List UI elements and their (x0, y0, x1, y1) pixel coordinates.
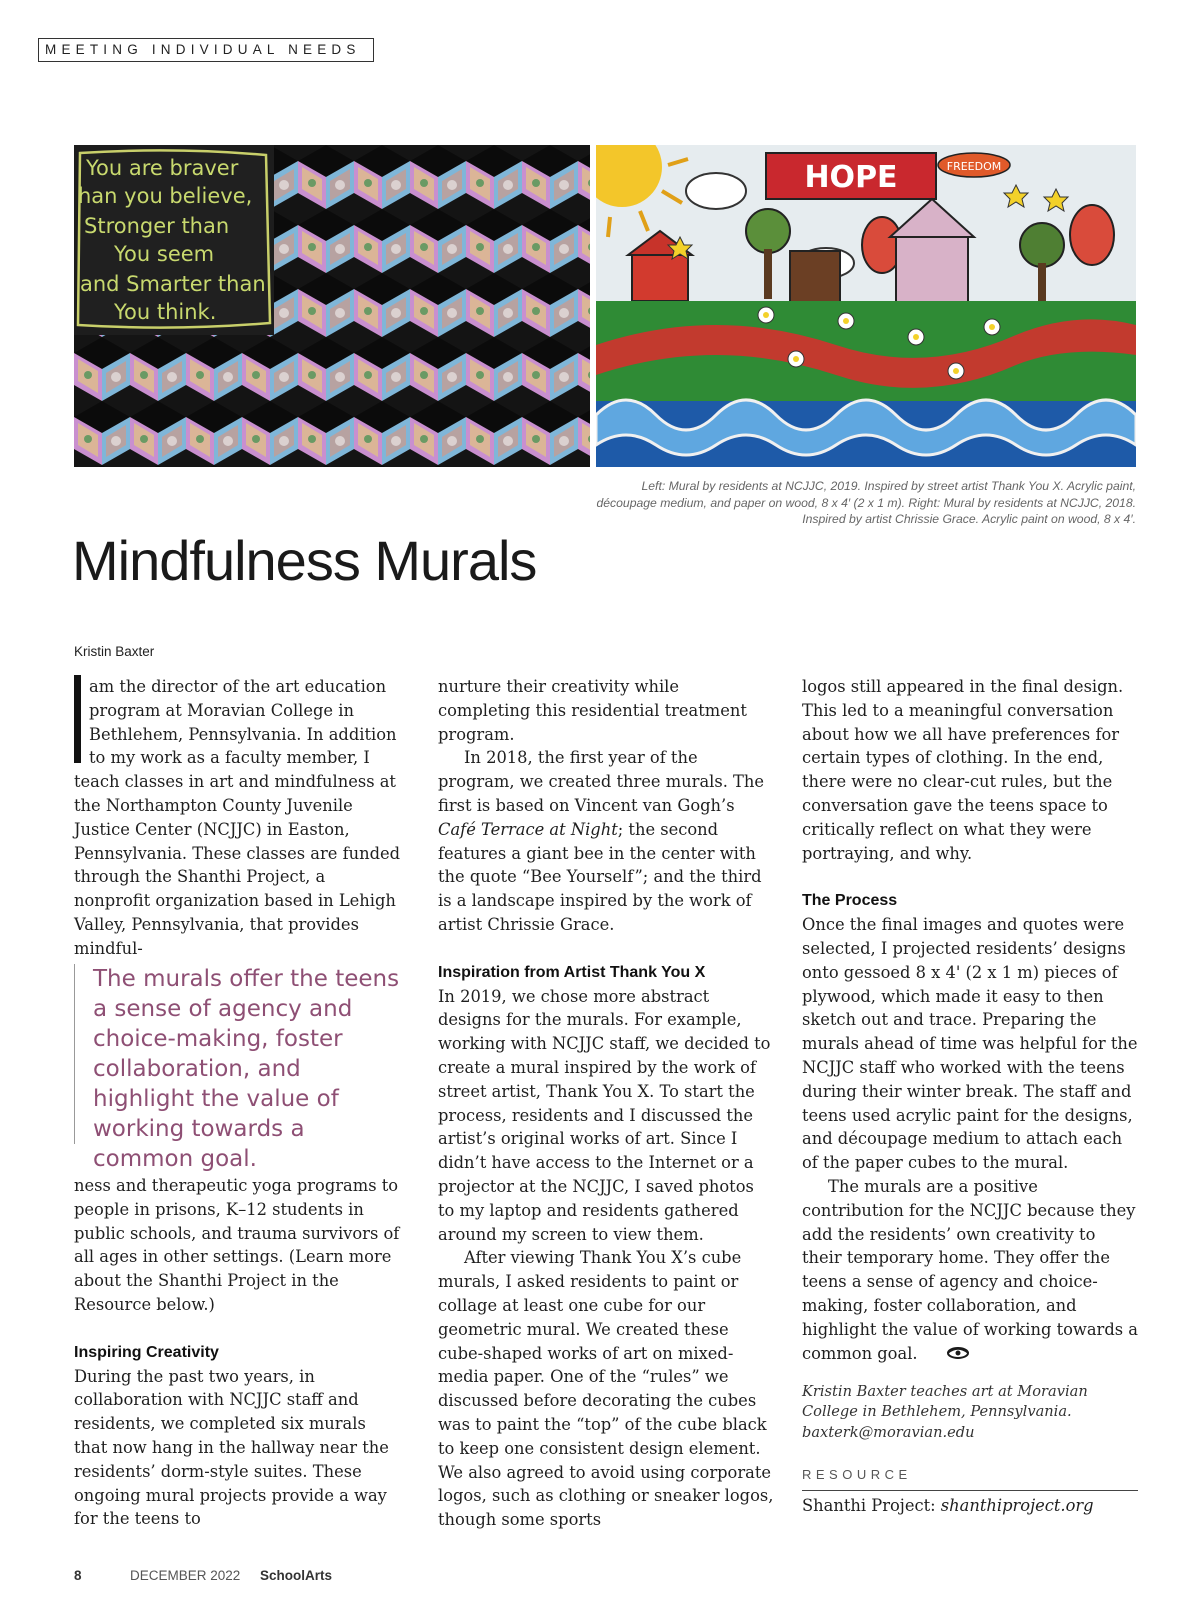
chalk-line: You think. (114, 300, 217, 324)
2019-paragraph: In 2019, we chose more abstract designs for the murals. For example, working with NCJJC staff, we decided to create a mural inspired by the work of street artist, Thank You X. To start the process, residents and I discussed the artist’s original works of art. Since I didn’t have access to the Internet or a projector at the NCJJC, I saved photos to my laptop and residents gathered around my screen to view them. (438, 986, 771, 1244)
cubes-paragraph: After viewing Thank You X’s cube murals, I asked residents to paint or collage at least one cube for our geometric mural. We created these cube-shaped works of art on mixed-media paper. One of the “rules” we discussed before decorating the cubes was to paint the “top” of the cube black to keep one consistent design element. We also agreed to avoid using corporate logos, such as clothing or sneaker logos, though some sports (438, 1248, 774, 1530)
author-bio: Kristin Baxter teaches art at Moravian College in Bethlehem, Pennsylvania. baxterk@moravian.edu (802, 1382, 1138, 1444)
column-1-top (74, 675, 404, 961)
chalk-line: han you believe, (78, 184, 253, 208)
section-tag: MEETING INDIVIDUAL NEEDS (38, 38, 374, 62)
2018-paragraph: In 2018, the first year of the program, we created three murals. The first is based on Vincent van Gogh’s Café Terrace at Night; the second features a giant bee in the center with the quote “Bee Yourself”; and the third is a landscape inspired by the work of artist Chrissie Grace. (438, 748, 765, 934)
heading-inspiration: Inspiration from Artist Thank You X (438, 963, 706, 981)
chalk-line: You are braver (86, 156, 239, 180)
column-3 (802, 675, 1138, 1518)
page-number: 8 (74, 1568, 82, 1583)
chalk-line: and Smarter than (80, 272, 266, 296)
creativity-paragraph: During the past two years, in collaboration with NCJJC staff and residents, we completed six murals that now hang in the hallway near the residents’ dorm-style suites. These ongoing mural projects provide a way for the teens to (74, 1366, 389, 1529)
end-mark-icon (920, 1342, 970, 1366)
intro-paragraph: am the director of the art education program at Moravian College in Bethlehem, Pennsylvania. In addition to my work as a faculty member, I teach classes in art and mindfulness at the Northampton County Juvenile Justice Center (NCJJC) in Easton, Pennsylvania. These classes are funded through the Shanthi Project, a nonprofit organization based in Lehigh Valley, Pennsylvania, that provides mindful- (74, 677, 401, 958)
magazine-name: SchoolArts (260, 1568, 333, 1583)
painting-title: Café Terrace at Night (438, 819, 618, 839)
hope-banner: HOPE (804, 160, 898, 195)
landscape-mural-photo (596, 145, 1136, 467)
column-1-bottom (74, 1174, 404, 1531)
heading-inspiring-creativity: Inspiring Creativity (74, 1343, 219, 1361)
heading-process: The Process (802, 892, 898, 910)
issue-date: DECEMBER 2022 (130, 1568, 241, 1583)
freedom-balloon: FREEDOM (946, 160, 1002, 173)
cube-mural-photo (74, 145, 590, 467)
resource-link[interactable]: shanthiproject.org (940, 1496, 1094, 1516)
logos-paragraph: logos still appeared in the final design. This led to a meaningful conversation about how we all have preferences for certain types of clothing. In the end, there were no clear-cut rules, but the conversation gave the teens space to critically reflect on what they were portraying, and why. (802, 677, 1124, 863)
process-paragraph: Once the final images and quotes were selected, I projected residents’ designs onto gessoed 8 x 4' (2 x 1 m) pieces of plywood, which made it easy to then sketch out and trace. Preparing the murals ahead of time was helpful for the NCJJC staff who worked with the teens during their winter break. The staff and teens used acrylic paint for the designs, and découpage medium to attach each of the paper cubes to the mural. (802, 915, 1138, 1173)
article-title: Mindfulness Murals (72, 529, 537, 592)
chalk-line: You seem (114, 242, 215, 266)
column-2 (438, 675, 774, 1532)
author-email[interactable]: baxterk@moravian.edu (802, 1423, 975, 1441)
author-byline: Kristin Baxter (74, 644, 155, 659)
drop-cap (74, 675, 81, 767)
chalk-line: Stronger than (84, 214, 230, 238)
intro-continued: ness and therapeutic yoga programs to people in prisons, K–12 students in public schools, and trauma survivors of all ages in other settings. (Learn more about the Shanthi Project in the Resource below.) (74, 1176, 400, 1314)
resource-label: RESOURCE (802, 1463, 1138, 1491)
resource-line: Shanthi Project: shanthiproject.org (802, 1496, 1094, 1516)
page-footer (74, 1568, 333, 1583)
nurture-paragraph: nurture their creativity while completing this residential treatment program. (438, 677, 747, 744)
positive-paragraph: The murals are a positive contribution for the NCJJC because they add the residents’ own creativity to their temporary home. They offer the teens a sense of agency and choice-making, foster collaboration, and highlight the value of working towards a common goal. (802, 1175, 1138, 1366)
photo-caption: Left: Mural by residents at NCJJC, 2019. Inspired by street artist Thank You X. Acrylic paint, découpage medium, and paper on wood, 8 x 4′ (2 x 1 m). Right: Mural by residents at NCJJC, 2018. Inspired by artist Chrissie Grace. Acrylic paint on wood, 8 x 4′. (596, 479, 1136, 526)
pull-quote: The murals offer the teens a sense of agency and choice-making, foster collaboration, and highlight the value of working towards a common goal. (74, 964, 404, 1144)
